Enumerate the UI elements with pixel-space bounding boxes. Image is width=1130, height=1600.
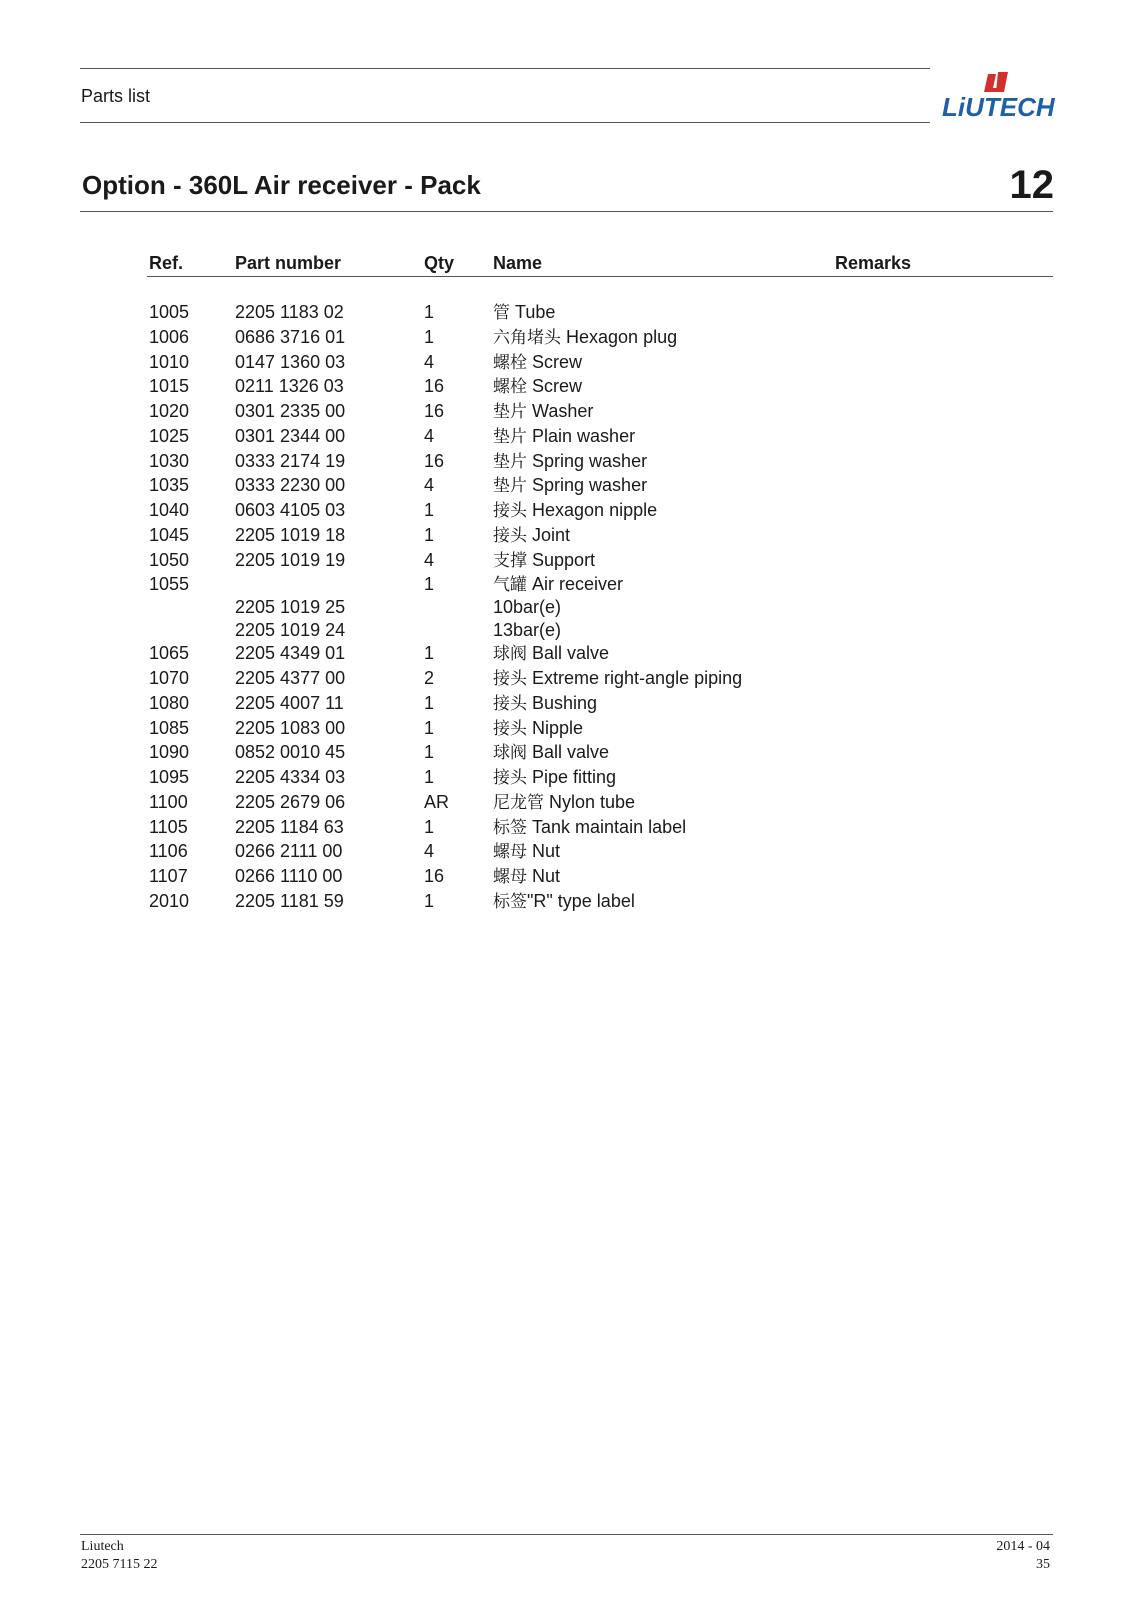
row-ref: 1085 bbox=[149, 717, 190, 738]
row-name-chinese: 气罐 bbox=[493, 575, 527, 596]
row-name-chinese: 球阀 bbox=[493, 644, 527, 665]
row-name-chinese: 接头 bbox=[493, 693, 527, 714]
row-ref: 1015 bbox=[149, 376, 190, 397]
row-name-english: Spring washer bbox=[532, 450, 648, 471]
row-ref: 1006 bbox=[149, 326, 190, 347]
row-name-chinese: 支撑 bbox=[493, 550, 527, 571]
row-name bbox=[493, 741, 609, 764]
row-name bbox=[493, 619, 561, 641]
section-label: Parts list bbox=[81, 86, 151, 106]
footer-doc-number: 2205 7115 22 bbox=[81, 1557, 158, 1572]
row-part-number: 0686 3716 01 bbox=[235, 326, 346, 347]
row-qty: 4 bbox=[424, 475, 435, 496]
row-name-english: Air receiver bbox=[532, 574, 624, 595]
row-ref: 1106 bbox=[149, 841, 188, 862]
row-part-number: 0301 2344 00 bbox=[235, 425, 346, 446]
row-name-english: Support bbox=[532, 549, 596, 570]
row-name-chinese: 接头 bbox=[493, 501, 527, 521]
row-name-chinese: 管 bbox=[493, 303, 510, 323]
row-name bbox=[493, 450, 647, 473]
column-header-part-number: Part number bbox=[235, 253, 342, 273]
row-part-number: 0266 1110 00 bbox=[235, 866, 343, 886]
row-part-number: 2205 1184 63 bbox=[235, 816, 344, 837]
row-qty: 4 bbox=[424, 351, 435, 372]
footer-date: 2014 - 04 bbox=[996, 1539, 1050, 1554]
row-part-number: 2205 4349 01 bbox=[235, 643, 346, 664]
row-qty: 1 bbox=[424, 643, 435, 664]
row-name bbox=[493, 549, 595, 572]
row-name bbox=[493, 524, 570, 547]
row-ref: 1090 bbox=[149, 742, 190, 763]
row-ref: 1040 bbox=[149, 500, 190, 520]
row-part-number: 0147 1360 03 bbox=[235, 351, 346, 372]
row-ref: 1070 bbox=[149, 668, 190, 688]
row-qty: AR bbox=[424, 791, 450, 812]
row-qty: 1 bbox=[424, 500, 435, 520]
row-name-english: "R" type label bbox=[527, 890, 635, 911]
row-part-number: 2205 1019 18 bbox=[235, 524, 346, 545]
row-name bbox=[493, 717, 583, 740]
row-ref: 1005 bbox=[149, 302, 190, 322]
row-name bbox=[493, 375, 582, 398]
row-name-chinese: 接头 bbox=[493, 768, 527, 788]
row-name-english: Extreme right-angle piping bbox=[532, 668, 743, 688]
row-name-chinese: 接头 bbox=[493, 718, 527, 739]
row-name-english: Tank maintain label bbox=[532, 816, 687, 837]
row-name bbox=[493, 326, 677, 349]
row-name bbox=[493, 890, 635, 913]
row-ref: 1025 bbox=[149, 425, 190, 446]
row-name bbox=[493, 474, 647, 497]
row-name-english: Bushing bbox=[532, 692, 598, 713]
row-qty: 1 bbox=[424, 767, 435, 787]
row-name bbox=[493, 596, 561, 618]
row-ref: 1080 bbox=[149, 692, 190, 713]
row-name bbox=[493, 865, 560, 888]
row-ref: 1095 bbox=[149, 767, 190, 787]
row-name-english: Nipple bbox=[532, 717, 584, 738]
row-part-number: 0211 1326 03 bbox=[235, 376, 344, 397]
row-qty: 1 bbox=[424, 524, 435, 545]
column-header-ref: Ref. bbox=[149, 253, 184, 273]
row-name-chinese: 接头 bbox=[493, 525, 527, 546]
row-part-number: 2205 1181 59 bbox=[235, 890, 344, 911]
row-part-number: 2205 4007 11 bbox=[235, 692, 344, 713]
row-ref: 1055 bbox=[149, 574, 190, 595]
row-name-chinese: 标签 bbox=[493, 817, 527, 838]
row-ref: 1035 bbox=[149, 475, 190, 496]
row-qty: 1 bbox=[424, 742, 435, 763]
row-name bbox=[493, 573, 623, 596]
column-header-qty: Qty bbox=[424, 253, 455, 273]
row-part-number: 0333 2174 19 bbox=[235, 450, 346, 471]
row-part-number: 2205 1183 02 bbox=[235, 302, 344, 322]
row-qty: 2 bbox=[424, 668, 435, 688]
row-ref: 1107 bbox=[149, 866, 188, 886]
row-name-english: Plain washer bbox=[532, 425, 636, 446]
row-qty: 1 bbox=[424, 302, 435, 322]
row-qty: 4 bbox=[424, 549, 435, 570]
row-name bbox=[493, 499, 657, 522]
row-part-number: 2205 1019 19 bbox=[235, 549, 346, 570]
row-ref: 1045 bbox=[149, 524, 190, 545]
row-part-number: 2205 4377 00 bbox=[235, 668, 346, 688]
row-name bbox=[493, 766, 616, 789]
row-name-english: Spring washer bbox=[532, 475, 648, 496]
row-qty: 1 bbox=[424, 890, 435, 911]
row-part-number: 0301 2335 00 bbox=[235, 401, 346, 421]
row-name-chinese: 螺母 bbox=[493, 867, 527, 887]
row-part-number: 2205 1019 24 bbox=[235, 620, 346, 641]
row-name bbox=[493, 692, 597, 715]
row-qty: 4 bbox=[424, 841, 435, 862]
row-name-english: Nut bbox=[532, 841, 561, 862]
row-ref: 1105 bbox=[149, 816, 188, 837]
row-name-english: Tube bbox=[515, 302, 556, 322]
row-ref: 1065 bbox=[149, 643, 190, 664]
row-name-english: Joint bbox=[532, 524, 571, 545]
row-part-number: 0603 4105 03 bbox=[235, 500, 346, 520]
row-name-english: Screw bbox=[532, 351, 583, 372]
row-name-chinese: 尼龙管 bbox=[493, 792, 544, 813]
section-number: 12 bbox=[1009, 163, 1054, 207]
row-name-english: Washer bbox=[532, 401, 594, 421]
row-name bbox=[493, 400, 593, 423]
row-name-chinese: 六角堵头 bbox=[493, 327, 561, 348]
row-ref: 1050 bbox=[149, 549, 190, 570]
row-qty: 1 bbox=[424, 816, 435, 837]
row-name-english: Screw bbox=[532, 376, 583, 397]
row-qty: 16 bbox=[424, 376, 445, 397]
row-name-chinese: 垫片 bbox=[493, 402, 527, 422]
footer-page-number: 35 bbox=[1036, 1557, 1050, 1572]
row-name-english: 10bar(e) bbox=[493, 597, 562, 618]
row-part-number: 0852 0010 45 bbox=[235, 742, 346, 763]
row-ref: 1020 bbox=[149, 401, 190, 421]
footer-rule bbox=[80, 1534, 1053, 1535]
row-ref: 2010 bbox=[149, 890, 190, 911]
row-ref: 1030 bbox=[149, 450, 190, 471]
row-qty: 1 bbox=[424, 692, 435, 713]
row-name-english: Hexagon nipple bbox=[532, 500, 658, 520]
row-name-chinese: 螺栓 bbox=[493, 377, 527, 398]
row-qty: 4 bbox=[424, 425, 435, 446]
row-qty: 16 bbox=[424, 450, 445, 471]
row-name bbox=[493, 301, 555, 324]
row-name bbox=[493, 667, 742, 690]
row-name bbox=[493, 642, 609, 665]
column-header-remarks: Remarks bbox=[835, 253, 912, 273]
svg-text:LiUTECH: LiUTECH bbox=[942, 92, 1055, 122]
row-name-chinese: 球阀 bbox=[493, 743, 527, 764]
row-name-english: Pipe fitting bbox=[532, 767, 617, 787]
row-part-number: 2205 4334 03 bbox=[235, 767, 346, 787]
row-name-chinese: 垫片 bbox=[493, 476, 527, 497]
row-part-number: 0333 2230 00 bbox=[235, 475, 346, 496]
row-name bbox=[493, 816, 686, 839]
row-part-number: 2205 1019 25 bbox=[235, 597, 346, 618]
page-title: Option - 360L Air receiver - Pack bbox=[82, 170, 481, 200]
row-qty: 1 bbox=[424, 574, 435, 595]
row-part-number: 2205 2679 06 bbox=[235, 791, 346, 812]
row-name-english: Nylon tube bbox=[549, 791, 636, 812]
row-name-chinese: 螺栓 bbox=[493, 352, 527, 373]
row-name-english: Ball valve bbox=[532, 643, 610, 664]
row-part-number: 0266 2111 00 bbox=[235, 841, 343, 862]
row-name-chinese: 垫片 bbox=[493, 426, 527, 447]
row-name bbox=[493, 351, 582, 374]
row-name-english: Nut bbox=[532, 866, 561, 886]
row-name-english: 13bar(e) bbox=[493, 620, 562, 641]
row-name bbox=[493, 791, 635, 814]
column-header-name: Name bbox=[493, 253, 543, 273]
row-ref: 1010 bbox=[149, 351, 190, 372]
row-name bbox=[493, 425, 635, 448]
row-name-chinese: 接头 bbox=[493, 669, 527, 689]
row-name-english: Hexagon plug bbox=[566, 326, 678, 347]
row-part-number: 2205 1083 00 bbox=[235, 717, 346, 738]
row-name-chinese: 垫片 bbox=[493, 451, 527, 472]
row-name-chinese: 螺母 bbox=[493, 842, 527, 863]
row-name bbox=[493, 840, 560, 863]
row-name-chinese: 标签 bbox=[493, 891, 527, 912]
footer-company: Liutech bbox=[81, 1539, 124, 1554]
row-name-english: Ball valve bbox=[532, 742, 610, 763]
row-qty: 16 bbox=[424, 401, 445, 421]
row-qty: 16 bbox=[424, 866, 445, 886]
row-ref: 1100 bbox=[149, 791, 188, 812]
row-qty: 1 bbox=[424, 326, 435, 347]
row-qty: 1 bbox=[424, 717, 435, 738]
